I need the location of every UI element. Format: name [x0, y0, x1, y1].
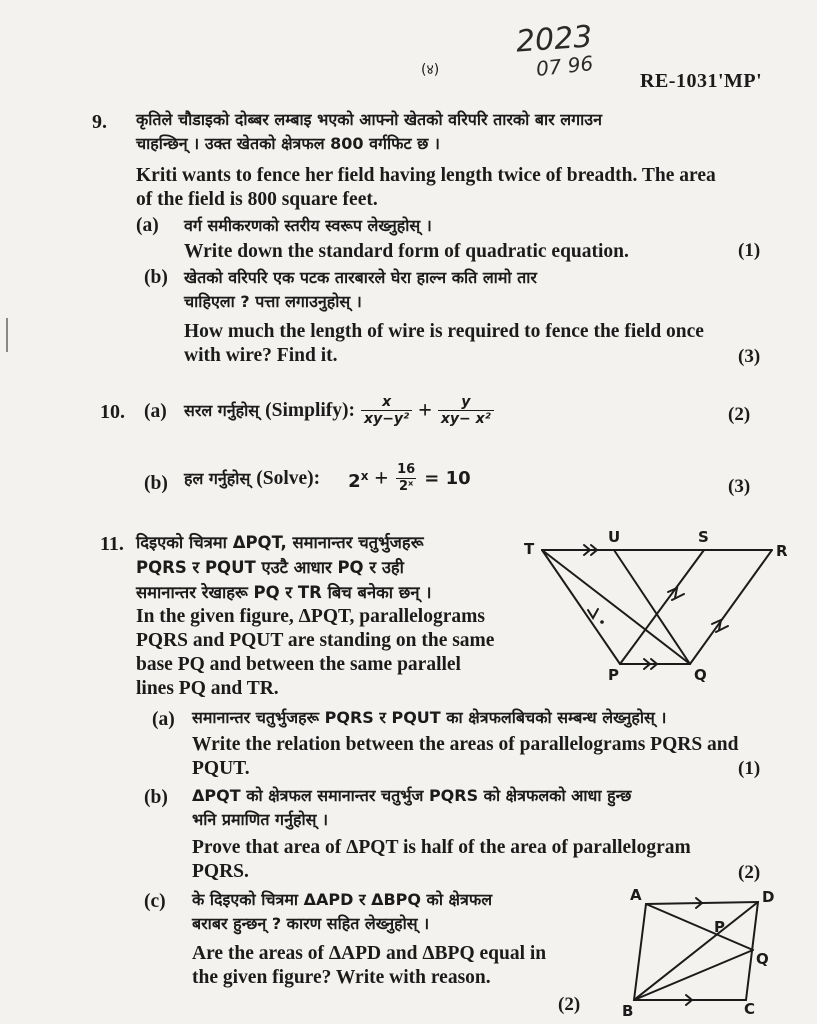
q11b-nepali-line: भनि प्रमाणित गर्नुहोस् ।	[192, 810, 329, 829]
q9b-nepali-line: खेतको वरिपरि एक पटक तारबारले घेरा हाल्न कति लामो तार	[184, 268, 537, 287]
q11c-nepali-line: के दिइएको चित्रमा ΔAPD र ΔBPQ को क्षेत्रफल	[192, 890, 493, 909]
q10b-nepali: हल गर्नुहोस्	[184, 468, 251, 488]
line-BQ	[634, 950, 753, 1000]
q11c-marks: (2)	[558, 994, 581, 1015]
q11c-english-line: Are the areas of ΔAPD and ΔBPQ equal in	[192, 943, 547, 964]
label-Q: Q	[756, 950, 769, 968]
q10a-frac1-numerator: x	[382, 394, 392, 410]
q9a-nepali: वर्ग समीकरणको स्तरीय स्वरूप लेख्नुहोस् ।	[184, 216, 432, 235]
q11c-nepali	[192, 888, 602, 936]
q11c-label: (c)	[144, 891, 166, 912]
label-S: S	[698, 528, 709, 546]
q11b-nepali	[192, 784, 782, 832]
handwritten-year: 2023	[514, 19, 594, 60]
q11b-nepali-line: ΔPQT को क्षेत्रफल समानान्तर चतुर्भुज PQRS को क्षेत्रफलको आधा हुन्छ	[192, 786, 632, 805]
q9-nepali-line: कृतिले चौडाइको दोब्बर लम्बाइ भएको आफ्नो खेतको वरिपरि तारको बार लगाउन	[136, 110, 602, 129]
tick-mark	[672, 594, 684, 600]
q11c-nepali-line: बराबर हुन्छन् ? कारण सहित लेख्नुहोस् ।	[192, 914, 430, 933]
q10b-exponent: x	[360, 468, 369, 483]
handwritten-note: 07 96	[534, 51, 595, 81]
q10a-nepali: सरल गर्नुहोस्	[184, 400, 260, 420]
q11-english-line: lines PQ and TR.	[136, 678, 279, 699]
q11-nepali-line: दिइएको चित्रमा ΔPQT, समानान्तर चतुर्भुजहरू	[136, 533, 424, 552]
q11a-english	[192, 733, 772, 781]
q11-english-line: PQRS and PQUT are standing on the same	[136, 630, 495, 651]
label-A: A	[630, 886, 642, 904]
q11-nepali-text	[136, 530, 516, 605]
q10b-base: 2	[348, 470, 361, 492]
dot-mark	[600, 620, 604, 624]
q10b-plus: +	[374, 465, 389, 492]
q11b-english	[192, 836, 772, 884]
label-R: R	[776, 542, 788, 560]
line-PS	[620, 550, 704, 664]
q10a-frac1-denominator: xy−y²	[361, 410, 412, 427]
q11-english-line: base PQ and between the same parallel	[136, 654, 461, 675]
q11a-label: (a)	[152, 709, 175, 730]
line-UQ	[614, 550, 690, 664]
q9-nepali-text	[136, 108, 776, 156]
q10b-label: (b)	[144, 473, 168, 494]
q10-number: 10.	[100, 401, 125, 423]
q10a-fraction-1	[361, 394, 412, 427]
q11-number: 11.	[100, 533, 124, 555]
q11a-nepali: समानान्तर चतुर्भुजहरू PQRS र PQUT का क्षेत्रफलबिचको सम्बन्ध लेख्नुहोस् ।	[192, 708, 667, 727]
q10b-power	[348, 464, 368, 494]
q10b-frac-denominator: 2ˣ	[396, 478, 416, 495]
label-C: C	[744, 1000, 756, 1018]
q10a-marks: (2)	[728, 404, 751, 425]
q9b-english-line: with wire? Find it.	[184, 345, 338, 366]
q9-english-line: of the field is 800 square feet.	[136, 189, 378, 210]
q9b-nepali	[184, 266, 774, 314]
q11c-english-line: the given figure? Write with reason.	[192, 967, 491, 988]
q9a-english: Write down the standard form of quadratic equation.	[184, 241, 629, 262]
q11-english-line: In the given figure, ΔPQT, parallelograms	[136, 606, 485, 627]
figure-parallelogram-abcd	[620, 884, 800, 1018]
q11b-label: (b)	[144, 787, 168, 808]
q10b-fraction	[394, 462, 418, 495]
q10a-expression	[184, 394, 494, 427]
label-D: D	[762, 888, 775, 906]
q9-english-text	[136, 164, 776, 212]
line-TQ	[542, 550, 690, 664]
label-Q: Q	[694, 666, 707, 684]
q11a-english-line: PQUT.	[192, 758, 250, 779]
q10a-fraction-2	[438, 394, 494, 427]
q9b-nepali-line: चाहिएला ? पत्ता लगाउनुहोस् ।	[184, 292, 362, 311]
q10b-marks: (3)	[728, 476, 751, 497]
arrow-mark	[588, 609, 598, 618]
q10a-plus: +	[418, 397, 432, 424]
q9a-marks: (1)	[738, 240, 761, 261]
q9b-english-line: How much the length of wire is required to fence the field once	[184, 321, 704, 342]
q11a-english-line: Write the relation between the areas of parallelograms PQRS and	[192, 734, 739, 755]
line-TP	[542, 550, 620, 664]
q10a-frac2-denominator: xy− x²	[438, 410, 494, 427]
figure-parallelograms	[520, 524, 800, 684]
q11-english-text	[136, 605, 526, 701]
q11a-marks: (1)	[738, 758, 761, 779]
q11-nepali-line: PQRS र PQUT एउटै आधार PQ र उही	[136, 558, 404, 577]
line-QR	[690, 550, 772, 664]
label-P: P	[714, 918, 725, 936]
label-T: T	[524, 540, 535, 558]
diagonal-BD	[634, 902, 758, 1000]
paper-code: RE-1031'MP'	[640, 70, 763, 92]
q11b-english-line: PQRS.	[192, 861, 249, 882]
q11b-marks: (2)	[738, 862, 761, 883]
page-marker: (४)	[421, 62, 440, 78]
q10b-rhs: = 10	[424, 467, 471, 489]
q9b-label: (b)	[144, 267, 168, 288]
q10a-frac2-numerator: y	[461, 394, 471, 410]
label-U: U	[608, 528, 621, 546]
q10b-english: (Solve):	[256, 467, 321, 489]
q9-nepali-line: चाहन्छिन् । उक्त खेतको क्षेत्रफल 800 वर्गफिट छ ।	[136, 134, 440, 153]
q10b-frac-numerator: 16	[397, 462, 416, 477]
label-B: B	[622, 1002, 634, 1018]
q10a-label: (a)	[144, 401, 167, 422]
q11c-english	[192, 942, 612, 990]
q10b-expression	[184, 462, 471, 495]
q10a-english: (Simplify):	[265, 399, 356, 421]
binding-mark	[6, 318, 8, 352]
q9b-marks: (3)	[738, 346, 761, 367]
q11-nepali-line: समानान्तर रेखाहरू PQ र TR बिच बनेका छन् ।	[136, 583, 432, 602]
q11b-english-line: Prove that area of ΔPQT is half of the area of parallelogram	[192, 837, 691, 858]
line-AQ	[646, 904, 753, 950]
q9b-english	[184, 320, 774, 368]
label-P: P	[608, 666, 619, 684]
q9a-label: (a)	[136, 215, 159, 236]
q9-english-line: Kriti wants to fence her field having length twice of breadth. The area	[136, 165, 716, 186]
q9-number: 9.	[92, 111, 107, 133]
